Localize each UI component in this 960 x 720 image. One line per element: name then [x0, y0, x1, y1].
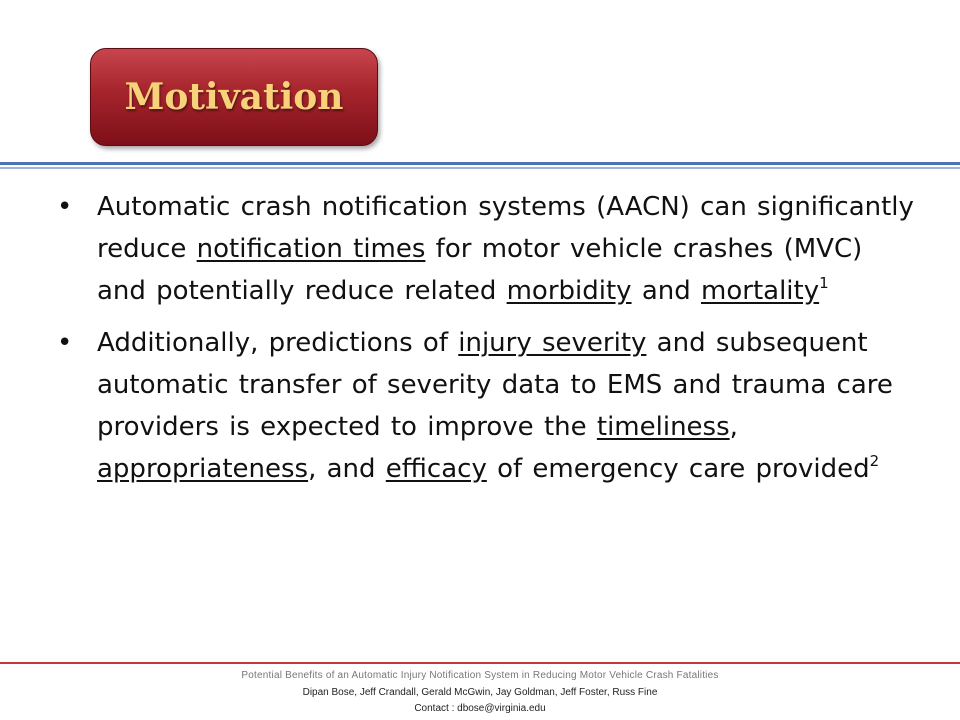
bullet-text: , and	[308, 454, 386, 484]
footnote-ref: 2	[869, 452, 880, 470]
slide-title: Motivation	[124, 76, 344, 118]
bullet-dot-icon: •	[57, 192, 73, 222]
bullet-text: for motor vehicle crashes (MVC) and potentially reduce related	[97, 234, 863, 306]
bullet-item	[40, 186, 920, 312]
footer-authors: Dipan Bose, Jeff Crandall, Gerald McGwin, Jay Goldman, Jeff Foster, Russ Fine	[302, 687, 658, 698]
bullet-text: Automatic crash notification systems (AACN) can significantly reduce	[97, 192, 914, 264]
bullet-dot-icon: •	[57, 328, 73, 358]
underlined-term: morbidity	[506, 276, 632, 306]
slide-title-box	[90, 48, 378, 146]
bullet-text: ,	[729, 412, 738, 442]
underlined-term: efficacy	[385, 454, 487, 484]
footer-paper-title: Potential Benefits of an Automatic Injury Notification System in Reducing Motor Vehicle Crash Fatalities	[241, 670, 719, 681]
bullet-list	[40, 186, 920, 500]
footnote-ref: 1	[819, 274, 829, 292]
bullet-text: Additionally, predictions of	[97, 328, 459, 358]
bullet-text: of emergency care provided	[486, 454, 870, 484]
underlined-term: timeliness	[596, 412, 730, 442]
underlined-term: notification times	[196, 234, 426, 264]
header-divider	[0, 162, 960, 165]
bullet-text: and subsequent automatic transfer of severity data to EMS and trauma care providers is expected to improve the	[97, 328, 893, 442]
bullet-item	[40, 322, 920, 490]
underlined-term: injury severity	[458, 328, 647, 358]
footer-divider	[0, 662, 960, 664]
header-divider-light	[0, 167, 960, 169]
underlined-term: mortality	[701, 276, 820, 306]
footer-contact: Contact : dbose@virginia.edu	[414, 703, 546, 714]
bullet-text: and	[631, 276, 702, 306]
underlined-term: appropriateness	[97, 454, 309, 484]
